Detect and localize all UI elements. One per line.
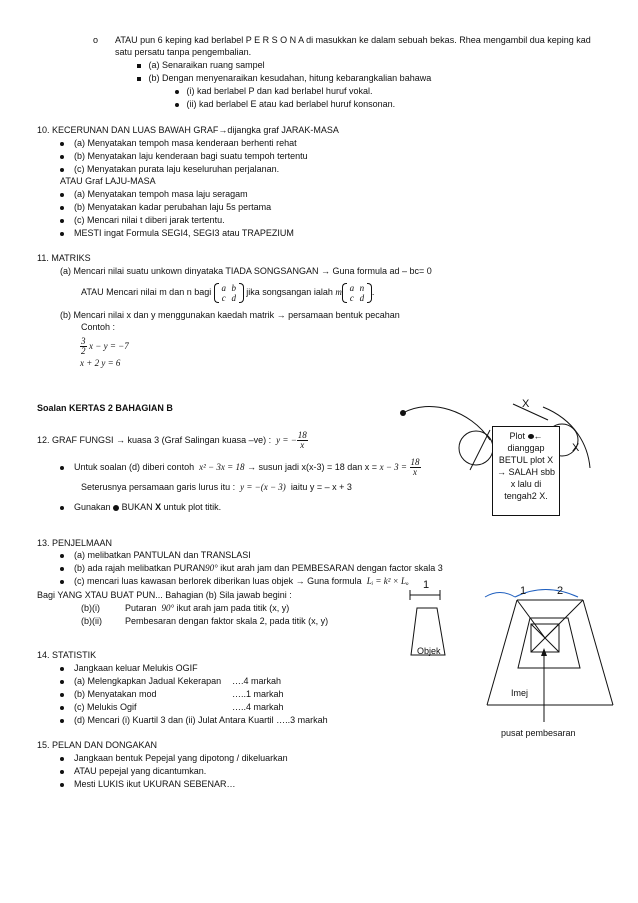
s15-item-1 [60, 753, 288, 764]
s11-a-line-2-text: ATAU Mencari nilai m dan n bagi [81, 287, 212, 297]
s12-item-1-cont-tail: iaitu y = – x + 3 [290, 482, 352, 492]
matrix-cell: n [359, 282, 365, 293]
plot-note-line-3: BETUL plot X [498, 455, 554, 465]
s13-item-2-tail: ikut arah jam dan PEMBESARAN dengan factor skala 3 [220, 563, 443, 573]
s11-example-label: Contoh : [81, 322, 116, 332]
arrow-left-icon: ← [533, 431, 543, 441]
matrix-cell: a [349, 282, 355, 293]
top-line-1: ATAU pun 6 keping kad berlabel P E R S O N A di masukkan ke dalam sebuah bekas. Rhea mengambil dua keping kad [115, 35, 591, 45]
s10-item-2-text: (b) Menyatakan laju kenderaan bagi suatu tempoh tertentu [74, 151, 308, 161]
section-12-title-tail: kuasa 3 (Graf Salingan kuasa –ve) : [127, 435, 272, 445]
matrix-cell: c [221, 292, 226, 303]
s15-item-2-text: ATAU pepejal yang dicantumkan. [74, 766, 207, 776]
plot-note-line-5: x lalu di [510, 479, 542, 489]
imej-label: Imej [511, 688, 529, 698]
equation-text: x − y = −7 [89, 341, 129, 351]
matrix-cell: d [359, 292, 365, 303]
bullet-icon [60, 719, 64, 723]
equation-text: Lᵢ = k² × Lₒ [366, 576, 409, 586]
s13-answer-2-label: (b)(ii) [81, 616, 102, 626]
s14-item-3-marks: …..1 markah [232, 689, 284, 699]
arrow-right-icon: → [320, 266, 330, 276]
s11-b-line-1-tail: persamaan bentuk pecahan [288, 310, 400, 320]
bullet-icon [60, 770, 64, 774]
s10-item-6-text: (c) Mencari nilai t diberi jarak tertentu. [74, 215, 225, 225]
fraction-numerator: 3 [81, 336, 86, 347]
s15-item-1-text: Jangkaan bentuk Pepejal yang dipotong / dikeluarkan [74, 753, 288, 763]
section-14-title: 14. STATISTIK [37, 650, 97, 660]
ring-bullet-icon: o [93, 35, 99, 45]
section-15-title: 15. PELAN DAN DONGAKAN [37, 740, 158, 750]
equation-text: x − 3 = [379, 462, 407, 472]
equation-text: x² − 3x = 18 [199, 462, 245, 472]
s15-item-3-text: Mesti LUKIS ikut UKURAN SEBENAR… [74, 779, 236, 789]
s13-instruction: Bagi YANG XTAU BUAT PUN... Bahagian (b) Sila jawab begini : [37, 590, 292, 600]
matrix-scalar: m [335, 287, 342, 297]
s12-item-2-x: X [155, 502, 162, 512]
s12-item-1-cont-text: Seterusnya persamaan garis lurus itu : [81, 482, 236, 492]
s14-item-4-marks: …..4 markah [232, 702, 284, 712]
matrix-cell: b [231, 282, 236, 293]
matrix-cell: d [231, 292, 236, 303]
s10-item-4-text: (a) Menyatakan tempoh masa laju seragam [74, 189, 248, 199]
enlargement-centre-label: pusat pembesaran [501, 728, 576, 738]
fraction-denominator: x [413, 467, 417, 478]
s14-item-4-text: (c) Melukis Ogif [74, 702, 137, 712]
bullet-icon [60, 680, 64, 684]
matrix-cell: c [349, 292, 354, 303]
s11-a-line-1-tail: Guna formula ad – bc= 0 [332, 266, 432, 276]
s14-item-2 [60, 676, 221, 687]
plot-x-label-top: X [522, 398, 530, 410]
fraction-numerator: 18 [297, 430, 307, 441]
top-item-b1-text: (i) kad berlabel P dan kad berlabel huruf vokal. [186, 86, 373, 96]
bullet-icon [60, 693, 64, 697]
fraction-denominator: x [300, 440, 305, 451]
fraction-numerator: 18 [410, 457, 420, 468]
bullet-icon [60, 757, 64, 761]
matrix-cell: a [221, 282, 226, 293]
s13-answer-1-text: Putaran [125, 603, 157, 613]
s12-item-2-text: Gunakan [74, 502, 111, 512]
bullet-icon [60, 783, 64, 787]
s13-item-1-text: (a) melibatkan PANTULAN dan TRANSLASI [74, 550, 251, 560]
s10-item-5-text: (b) Menyatakan kadar perubahan laju 5s pertama [74, 202, 272, 212]
arrow-right-icon: → [276, 310, 286, 320]
s13-item-2-text: (b) ada rajah melibatkan PURAN [74, 563, 206, 573]
top-item-b-text: (b) Dengan menyenaraikan kesudahan, hitung kebarangkalian bahawa [148, 73, 432, 83]
arrow-right-icon: → [496, 467, 506, 477]
angle-value: 90° [161, 603, 175, 613]
section-11-title: 11. MATRIKS [37, 253, 91, 263]
top-item-b2-text: (ii) kad berlabel E atau kad berlabel huruf konsonan. [186, 99, 396, 109]
plot-x-label-right: X [572, 442, 580, 454]
s14-item-5 [60, 715, 328, 726]
s14-item-3 [60, 689, 157, 700]
s12-item-2-mid: BUKAN [121, 502, 153, 512]
arrow-right-icon: → [218, 125, 228, 135]
plot-note-l1-text: Plot [509, 431, 525, 441]
s11-a-line-1-text: (a) Mencari nilai suatu unkown dinyataka TIADA SONGSANGAN [60, 266, 319, 276]
s11-a-line-2-end: . [371, 287, 375, 297]
equation-text: y = − [276, 435, 297, 445]
top-item-a-text: (a) Senaraikan ruang sampel [148, 60, 265, 70]
s11-b-line-1-text: (b) Mencari nilai x dan y menggunakan kaedah matrik [60, 310, 275, 320]
angle-value: 90° [205, 563, 218, 573]
image-scale-label-2: 2 [557, 585, 564, 597]
bullet-icon [60, 706, 64, 710]
s13-answer-1-label: (b)(i) [81, 603, 100, 613]
s10-item-3-text: (c) Menyatakan purata laju keseluruhan perjalanan. [74, 164, 280, 174]
fraction-denominator: 2 [81, 346, 86, 357]
s11-equation-2: x + 2 y = 6 [80, 358, 121, 368]
arrow-right-icon: → [295, 576, 305, 586]
equation-text: y = −(x − 3) [240, 482, 286, 492]
section-12-title-text: 12. GRAF FUNGSI [37, 435, 114, 445]
s10-or-line: ATAU Graf LAJU-MASA [60, 176, 156, 186]
s11-a-line-2-mid: jika songsangan ialah [246, 287, 333, 297]
s13-item-3-text: (c) mencari luas kawasan berlorek diberikan luas objek [74, 576, 294, 586]
s14-item-2-marks: ….4 markah [232, 676, 282, 686]
s12-item-1-mid: susun jadi x(x-3) = 18 dan x = [258, 462, 378, 472]
s14-item-4 [60, 702, 137, 713]
section-13-title: 13. PENJELMAAN [37, 538, 113, 548]
plot-note-l4-text: SALAH sbb [508, 467, 556, 477]
section-10-title-text: 10. KECERUNAN DAN LUAS BAWAH GRAF [37, 125, 219, 135]
objek-scale-label: 1 [423, 579, 430, 591]
s14-item-2-text: (a) Melengkapkan Jadual Kekerapan [74, 676, 222, 686]
s14-item-1 [60, 663, 198, 674]
s13-item-3-mid: Guna formula [307, 576, 362, 586]
top-line-2: satu persatu tanpa pengembalian. [115, 47, 252, 57]
s13-answer-2: Pembesaran dengan faktor skala 2, pada titik (x, y) [125, 616, 329, 626]
bullet-icon [60, 667, 64, 671]
s10-item-7-text: MESTI ingat Formula SEGI4, SEGI3 atau TRAPEZIUM [74, 228, 294, 238]
s14-item-3-text: (b) Menyatakan mod [74, 689, 157, 699]
paper-2-heading: Soalan KERTAS 2 BAHAGIAN B [37, 403, 173, 413]
s13-answer-1-tail: ikut arah jam pada titik (x, y) [176, 603, 290, 613]
s10-item-1-text: (a) Menyatakan tempoh masa kenderaan berhenti rehat [74, 138, 297, 148]
s15-item-3 [60, 779, 236, 790]
s12-item-2-tail: untuk plot titik. [163, 502, 222, 512]
arrow-right-icon: → [246, 462, 256, 472]
plot-note-line-6: tengah2 X. [504, 491, 548, 501]
section-10-title-tail: dijangka graf JARAK-MASA [227, 125, 339, 135]
plot-note-line-2: dianggap [507, 443, 545, 453]
arrow-right-icon: → [116, 435, 126, 445]
s12-item-1-text: Untuk soalan (d) diberi contoh [74, 462, 195, 472]
s14-item-5-text: (d) Mencari (i) Kuartil 3 dan (ii) Julat Antara Kuartil …..3 markah [74, 715, 328, 725]
s14-item-1-text: Jangkaan keluar Melukis OGIF [74, 663, 198, 673]
s15-item-2 [60, 766, 206, 777]
objek-label: Objek [417, 646, 441, 656]
image-scale-label-1: 1 [520, 585, 527, 597]
